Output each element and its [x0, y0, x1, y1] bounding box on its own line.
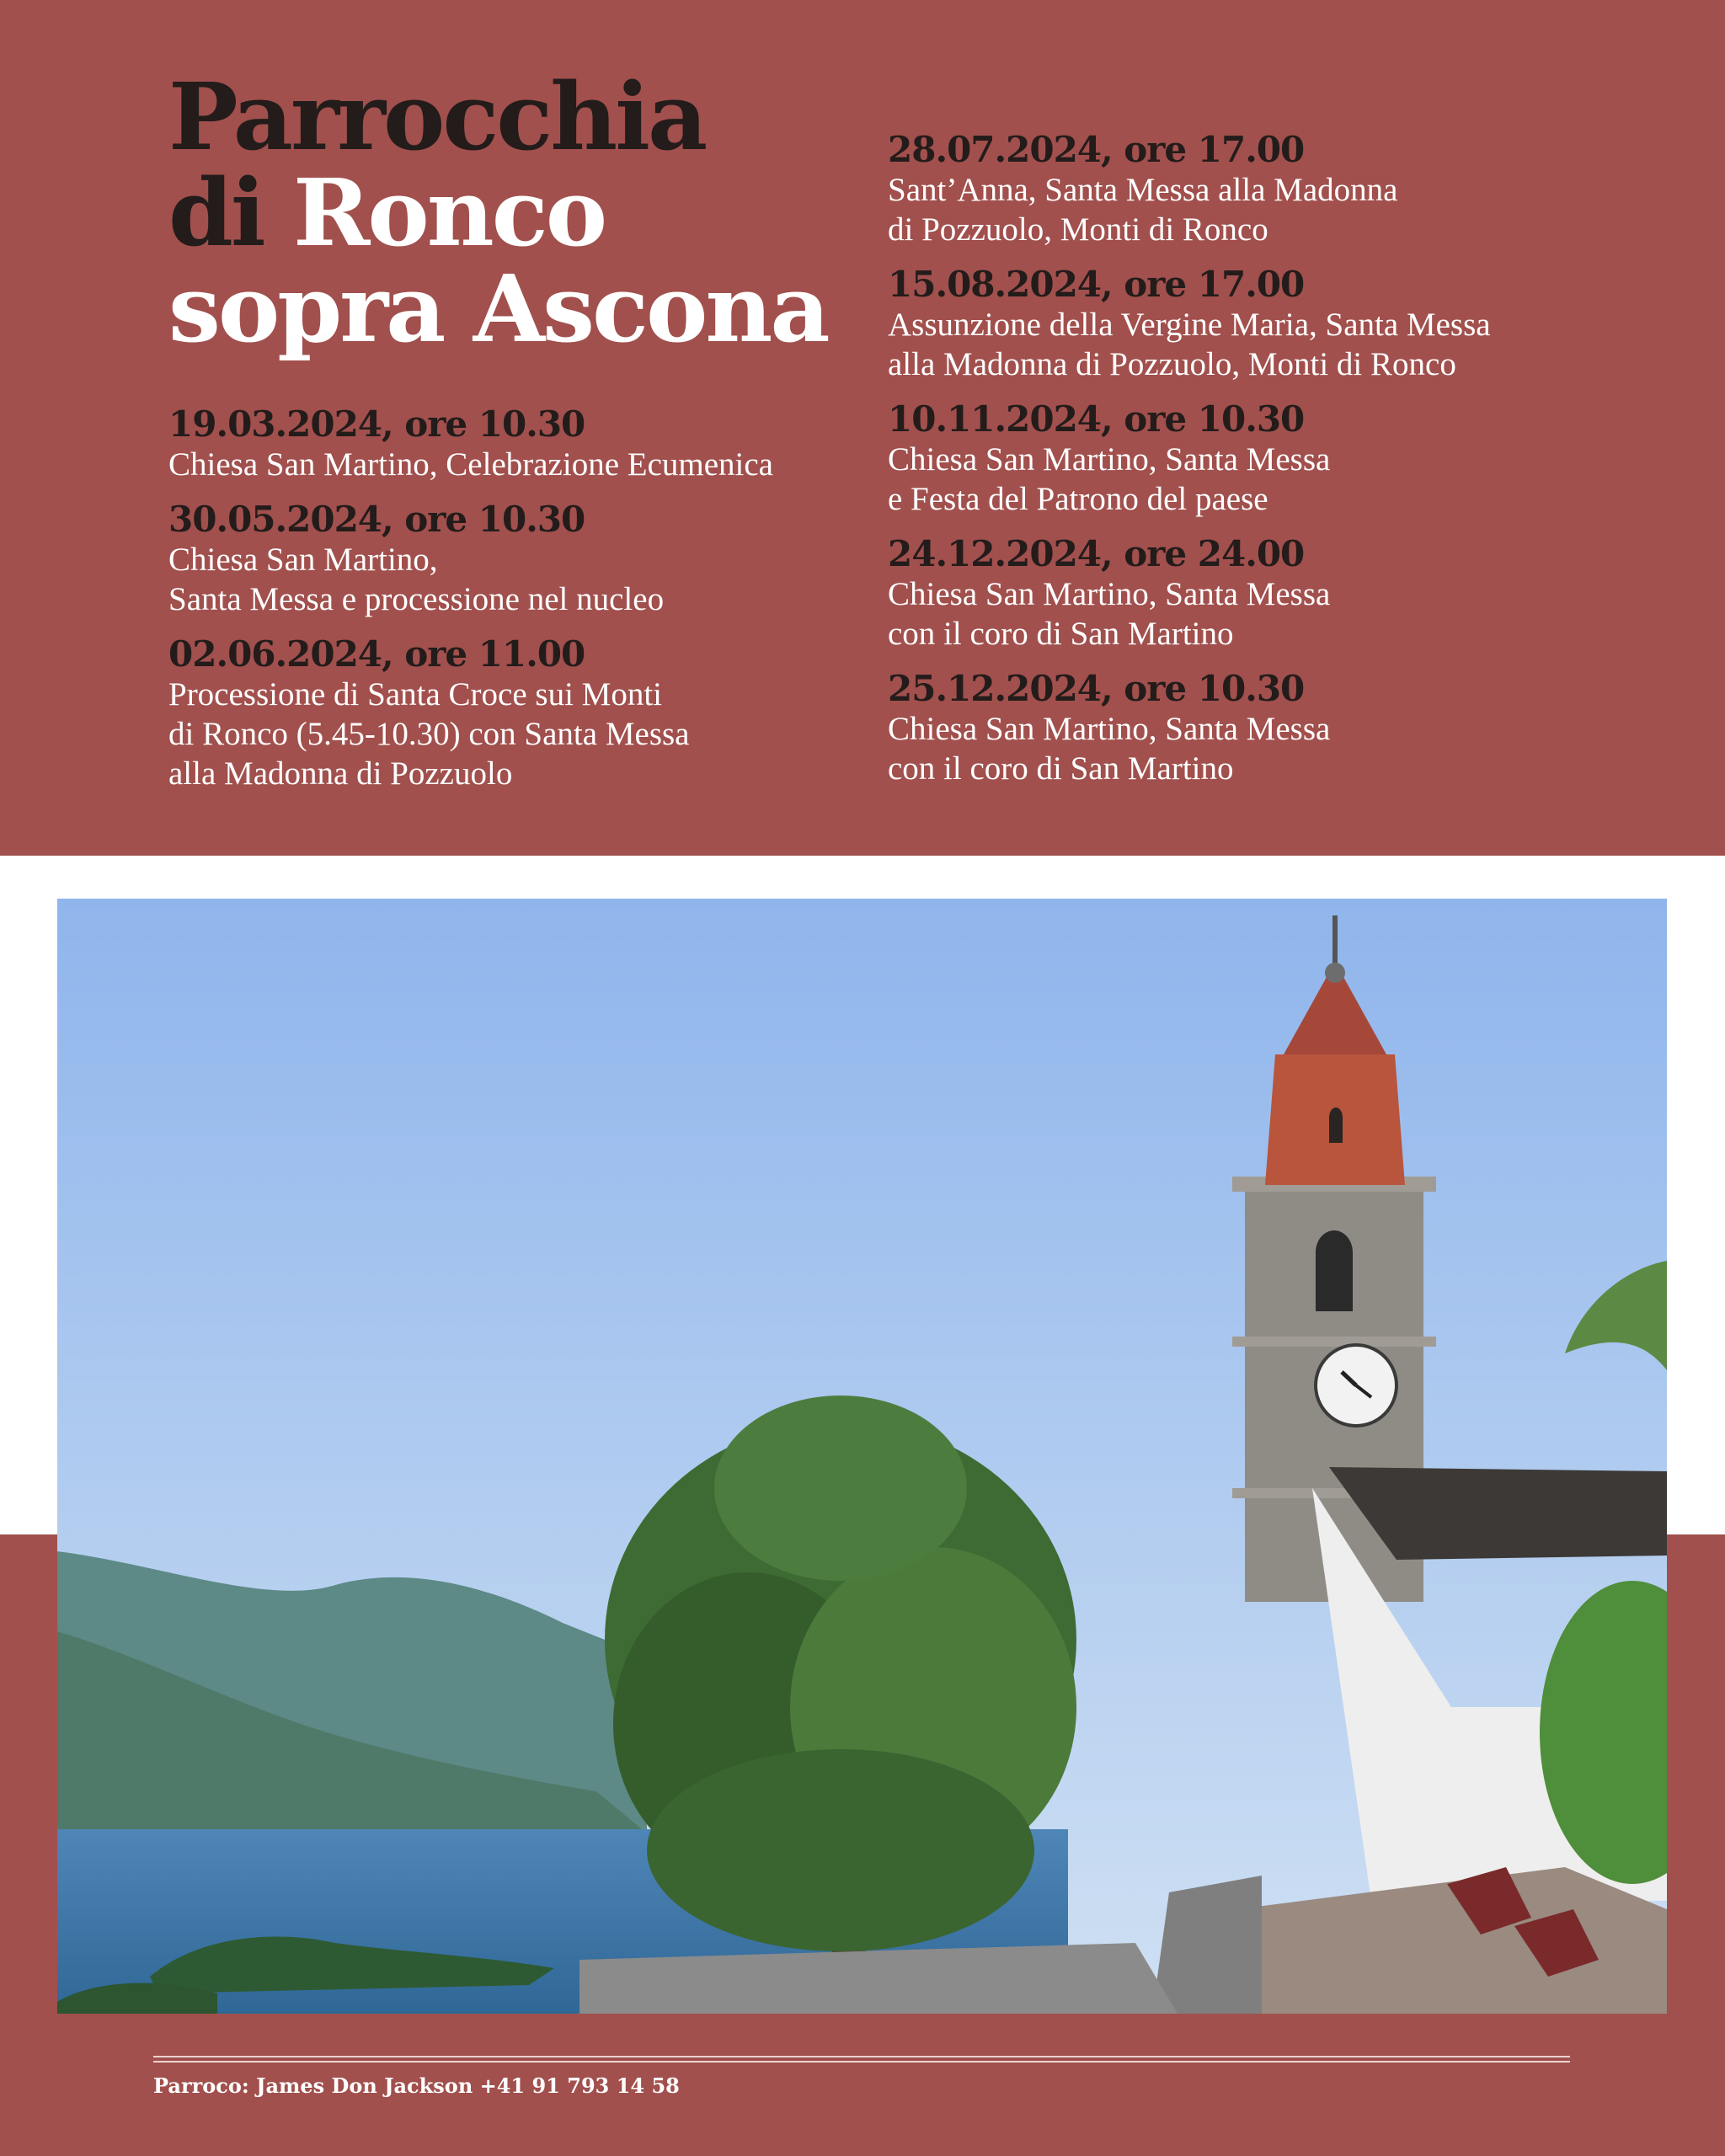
footer-contact: Parroco: James Don Jackson +41 91 793 14 58 — [153, 2073, 680, 2098]
event-description: Chiesa San Martino, Santa Messa e processione nel nucleo — [168, 542, 665, 617]
event-description: Processione di Santa Croce sui Monti di Ronco (5.45-10.30) con Santa Messa alla Madonna di Pozzuolo — [168, 676, 690, 792]
events-left-column — [168, 404, 859, 808]
events-right-column — [888, 130, 1646, 803]
event-item — [168, 634, 859, 793]
event-item — [888, 130, 1646, 249]
church-photo-illustration — [57, 899, 1667, 2014]
event-description: Chiesa San Martino, Santa Messa e Festa del Patrono del paese — [888, 441, 1331, 517]
title-line-2 — [168, 158, 828, 267]
event-description: Sant’Anna, Santa Messa alla Madonna di Pozzuolo, Monti di Ronco — [888, 172, 1398, 248]
church-photo — [57, 899, 1667, 2014]
page-title — [168, 62, 828, 363]
event-date: 24.12.2024, ore 24.00 — [888, 533, 1305, 574]
title-line-1: Parrocchia — [168, 62, 706, 171]
event-date: 02.06.2024, ore 11.00 — [168, 633, 585, 675]
tree — [605, 1396, 1076, 1985]
title-line-2-dark: di — [168, 158, 264, 267]
event-date: 15.08.2024, ore 17.00 — [888, 264, 1305, 305]
event-item — [888, 399, 1646, 519]
event-description: Chiesa San Martino, Santa Messa con il coro di San Martino — [888, 576, 1331, 652]
event-item — [888, 669, 1646, 788]
title-line-3: sopra Ascona — [168, 254, 828, 363]
event-date: 28.07.2024, ore 17.00 — [888, 129, 1305, 170]
event-description: Assunzione della Vergine Maria, Santa Messa alla Madonna di Pozzuolo, Monti di Ronco — [888, 307, 1491, 382]
event-date: 30.05.2024, ore 10.30 — [168, 499, 585, 540]
event-date: 25.12.2024, ore 10.30 — [888, 668, 1305, 709]
event-item — [888, 534, 1646, 654]
event-item — [888, 264, 1646, 384]
footer-divider-bottom — [153, 2061, 1570, 2063]
event-date: 19.03.2024, ore 10.30 — [168, 403, 585, 445]
event-description: Chiesa San Martino, Santa Messa con il coro di San Martino — [888, 711, 1331, 787]
event-item — [168, 404, 859, 484]
footer-divider-top — [153, 2056, 1570, 2057]
title-line-2-light: Ronco — [263, 158, 606, 267]
event-description: Chiesa San Martino, Celebrazione Ecumenica — [168, 446, 773, 483]
event-date: 10.11.2024, ore 10.30 — [888, 398, 1305, 440]
event-item — [168, 499, 859, 619]
